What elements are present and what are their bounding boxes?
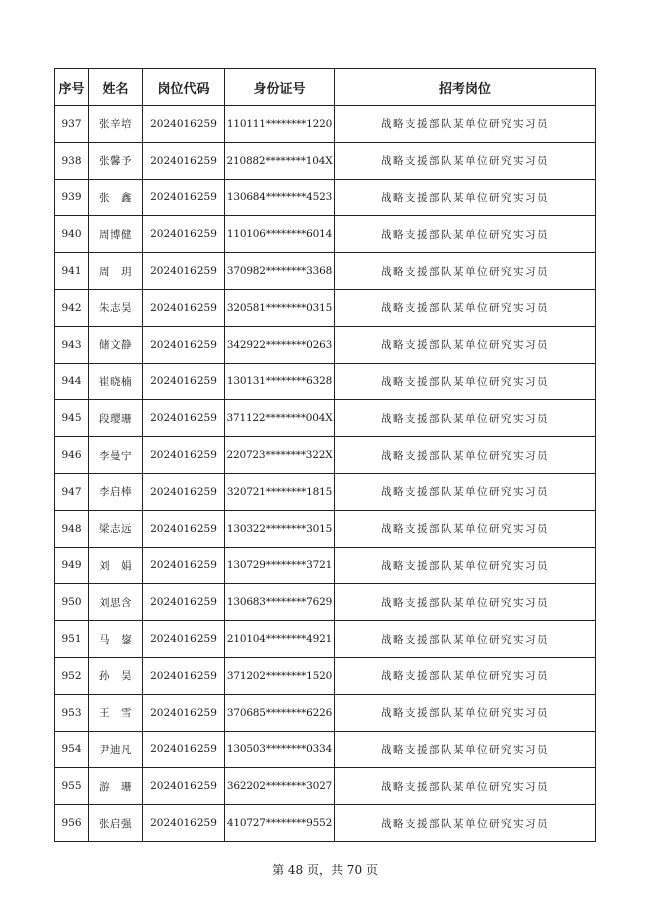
table-row [55,289,596,326]
cell-name: 崔晓楠 [89,363,143,400]
cell-post-code: 2024016259 [143,400,225,437]
cell-name: 刘思含 [89,584,143,621]
header-row [55,69,596,106]
cell-position: 战略支援部队某单位研究实习员 [335,437,596,474]
cell-position: 战略支援部队某单位研究实习员 [335,106,596,143]
cell-position: 战略支援部队某单位研究实习员 [335,805,596,842]
table-row [55,363,596,400]
cell-id-number: 110111********1220 [225,106,335,143]
cell-post-code: 2024016259 [143,253,225,290]
cell-position: 战略支援部队某单位研究实习员 [335,584,596,621]
table-row [55,621,596,658]
cell-post-code: 2024016259 [143,510,225,547]
cell-name: 储文静 [89,326,143,363]
table-row [55,179,596,216]
cell-name: 张 鑫 [89,179,143,216]
cell-id-number: 371202********1520 [225,657,335,694]
cell-name: 张辛培 [89,106,143,143]
cell-id-number: 130322********3015 [225,510,335,547]
table-row [55,437,596,474]
cell-post-code: 2024016259 [143,621,225,658]
cell-seq: 946 [55,437,89,474]
header-name: 姓名 [89,69,143,106]
cell-id-number: 362202********3027 [225,768,335,805]
cell-post-code: 2024016259 [143,106,225,143]
cell-seq: 941 [55,253,89,290]
table-row [55,510,596,547]
cell-post-code: 2024016259 [143,657,225,694]
cell-name: 孙 昊 [89,657,143,694]
table-row [55,142,596,179]
cell-name: 李曼宁 [89,437,143,474]
cell-name: 王 雪 [89,694,143,731]
cell-name: 马 鋆 [89,621,143,658]
table-row [55,106,596,143]
header-seq: 序号 [55,69,89,106]
cell-post-code: 2024016259 [143,584,225,621]
cell-id-number: 370685********6226 [225,694,335,731]
cell-name: 游 珊 [89,768,143,805]
table-row [55,253,596,290]
cell-post-code: 2024016259 [143,731,225,768]
cell-position: 战略支援部队某单位研究实习员 [335,621,596,658]
cell-post-code: 2024016259 [143,473,225,510]
cell-id-number: 410727********9552 [225,805,335,842]
cell-position: 战略支援部队某单位研究实习员 [335,694,596,731]
cell-id-number: 342922********0263 [225,326,335,363]
cell-name: 周 玥 [89,253,143,290]
cell-seq: 949 [55,547,89,584]
cell-post-code: 2024016259 [143,805,225,842]
cell-seq: 953 [55,694,89,731]
cell-position: 战略支援部队某单位研究实习员 [335,547,596,584]
cell-position: 战略支援部队某单位研究实习员 [335,179,596,216]
cell-name: 尹迪凡 [89,731,143,768]
cell-id-number: 130131********6328 [225,363,335,400]
cell-position: 战略支援部队某单位研究实习员 [335,657,596,694]
cell-post-code: 2024016259 [143,326,225,363]
cell-post-code: 2024016259 [143,547,225,584]
cell-position: 战略支援部队某单位研究实习员 [335,289,596,326]
cell-seq: 940 [55,216,89,253]
cell-position: 战略支援部队某单位研究实习员 [335,253,596,290]
table-row [55,216,596,253]
cell-post-code: 2024016259 [143,768,225,805]
cell-seq: 952 [55,657,89,694]
table-row [55,731,596,768]
cell-post-code: 2024016259 [143,694,225,731]
table-row [55,473,596,510]
cell-position: 战略支援部队某单位研究实习员 [335,326,596,363]
cell-seq: 942 [55,289,89,326]
cell-id-number: 371122********004X [225,400,335,437]
cell-name: 段璎珊 [89,400,143,437]
cell-name: 梁志远 [89,510,143,547]
cell-seq: 944 [55,363,89,400]
cell-name: 朱志昊 [89,289,143,326]
cell-position: 战略支援部队某单位研究实习员 [335,400,596,437]
cell-name: 张馨予 [89,142,143,179]
table-row [55,326,596,363]
cell-seq: 939 [55,179,89,216]
cell-seq: 950 [55,584,89,621]
cell-position: 战略支援部队某单位研究实习员 [335,363,596,400]
cell-id-number: 130503********0334 [225,731,335,768]
cell-position: 战略支援部队某单位研究实习员 [335,731,596,768]
cell-seq: 938 [55,142,89,179]
cell-seq: 951 [55,621,89,658]
table-row [55,584,596,621]
cell-id-number: 370982********3368 [225,253,335,290]
cell-name: 刘 娟 [89,547,143,584]
cell-seq: 945 [55,400,89,437]
cell-id-number: 320721********1815 [225,473,335,510]
table-body [55,106,596,842]
header-post-code: 岗位代码 [143,69,225,106]
cell-id-number: 320581********0315 [225,289,335,326]
cell-id-number: 130729********3721 [225,547,335,584]
cell-name: 李启棒 [89,473,143,510]
cell-post-code: 2024016259 [143,216,225,253]
cell-seq: 956 [55,805,89,842]
cell-seq: 947 [55,473,89,510]
cell-seq: 948 [55,510,89,547]
cell-id-number: 110106********6014 [225,216,335,253]
cell-post-code: 2024016259 [143,363,225,400]
table-row [55,694,596,731]
cell-seq: 955 [55,768,89,805]
table-row [55,805,596,842]
cell-seq: 954 [55,731,89,768]
cell-seq: 943 [55,326,89,363]
table-row [55,400,596,437]
header-position: 招考岗位 [335,69,596,106]
cell-id-number: 130684********4523 [225,179,335,216]
table-row [55,657,596,694]
table-row [55,547,596,584]
cell-post-code: 2024016259 [143,179,225,216]
cell-position: 战略支援部队某单位研究实习员 [335,510,596,547]
cell-name: 张启强 [89,805,143,842]
cell-position: 战略支援部队某单位研究实习员 [335,473,596,510]
table-row [55,768,596,805]
cell-post-code: 2024016259 [143,437,225,474]
cell-position: 战略支援部队某单位研究实习员 [335,216,596,253]
cell-id-number: 220723********322X [225,437,335,474]
page-footer: 第 48 页，共 70 页 [272,863,378,877]
cell-post-code: 2024016259 [143,142,225,179]
cell-id-number: 210882********104X [225,142,335,179]
table-header [55,69,596,106]
cell-name: 周博健 [89,216,143,253]
candidate-table [54,68,596,842]
cell-id-number: 210104********4921 [225,621,335,658]
header-id-number: 身份证号 [225,69,335,106]
cell-post-code: 2024016259 [143,289,225,326]
cell-position: 战略支援部队某单位研究实习员 [335,768,596,805]
cell-position: 战略支援部队某单位研究实习员 [335,142,596,179]
cell-seq: 937 [55,106,89,143]
cell-id-number: 130683********7629 [225,584,335,621]
